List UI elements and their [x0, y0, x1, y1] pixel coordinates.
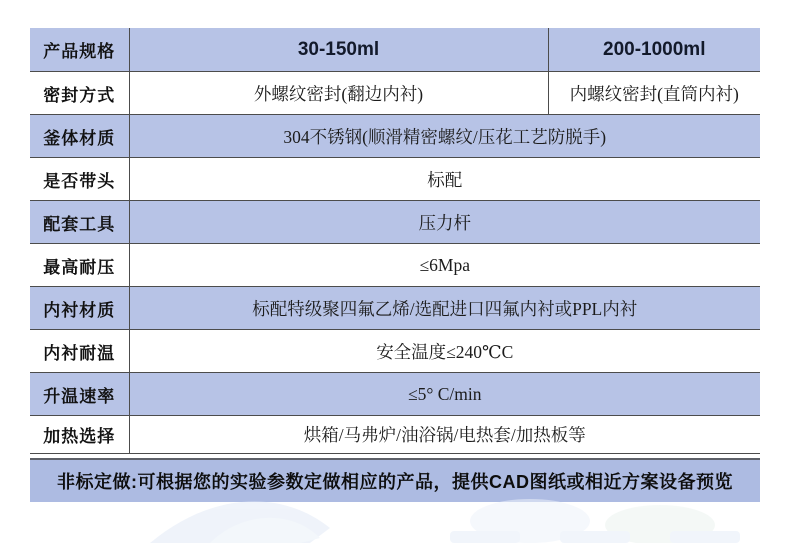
table-row-heating-rate [30, 373, 760, 416]
row-label-max-pressure: 最高耐压 [30, 244, 129, 287]
with-head-value: 标配 [129, 158, 760, 201]
row-label-heating-options: 加热选择 [30, 416, 129, 454]
custom-order-note-bar [30, 458, 760, 502]
custom-order-note-text: 非标定做:可根据您的实验参数定做相应的产品，提供CAD图纸或相近方案设备预览 [57, 472, 733, 492]
row-label-product-spec: 产品规格 [30, 28, 129, 72]
tools-value: 压力杆 [129, 201, 760, 244]
heating-options-value: 烘箱/马弗炉/油浴锅/电热套/加热板等 [129, 416, 760, 454]
row-label-liner-material: 内衬材质 [30, 287, 129, 330]
product-spec-table [30, 28, 760, 454]
row-label-tools: 配套工具 [30, 201, 129, 244]
table-row-product-spec [30, 28, 760, 72]
table-row-with-head [30, 158, 760, 201]
row-label-heating-rate: 升温速率 [30, 373, 129, 416]
table-row-liner-material [30, 287, 760, 330]
row-label-with-head: 是否带头 [30, 158, 129, 201]
table-row-seal-type [30, 72, 760, 115]
seal-type-small: 外螺纹密封(翻边内衬) [129, 72, 548, 115]
body-material-value: 304不锈钢(顺滑精密螺纹/压花工艺防脱手) [129, 115, 760, 158]
seal-type-large: 内螺纹密封(直筒内衬) [548, 72, 760, 115]
row-label-seal-type: 密封方式 [30, 72, 129, 115]
spec-size-small: 30-150ml [129, 28, 548, 72]
row-label-body-material: 釜体材质 [30, 115, 129, 158]
heating-rate-value: ≤5° C/min [129, 373, 760, 416]
table-row-max-pressure [30, 244, 760, 287]
table-row-heating-options [30, 416, 760, 454]
spec-size-large: 200-1000ml [548, 28, 760, 72]
liner-material-value: 标配特级聚四氟乙烯/选配进口四氟内衬或PPL内衬 [129, 287, 760, 330]
table-row-body-material [30, 115, 760, 158]
max-pressure-value: ≤6Mpa [129, 244, 760, 287]
table-row-liner-temp [30, 330, 760, 373]
row-label-liner-temp: 内衬耐温 [30, 330, 129, 373]
table-row-tools [30, 201, 760, 244]
liner-temp-value: 安全温度≤240℃C [129, 330, 760, 373]
